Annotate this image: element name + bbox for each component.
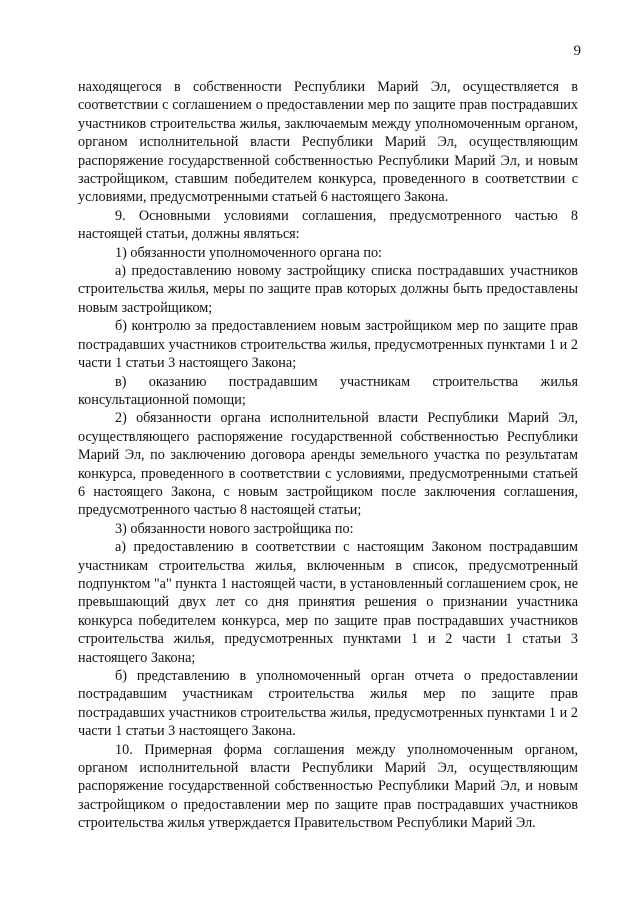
- paragraph-item-9: 9. Основными условиями соглашения, предусмотренного частью 8 настоящей статьи, должны являться:: [78, 207, 578, 243]
- paragraph-subitem-1v: в) оказанию пострадавшим участникам строительства жилья консультационной помощи;: [78, 373, 578, 408]
- paragraph-item-10: 10. Примерная форма соглашения между уполномоченным органом, органом исполнительной власти Республики Марий Эл, осуществляющим распоряжение государственной собственностью Республики Марий Эл, и новым застройщиком о предоставлении мер по защите прав пострадавших участников строительства жилья утверждается Правительством Республики Марий Эл.: [78, 741, 578, 832]
- paragraph-subitem-1b: б) контролю за предоставлением новым застройщиком мер по защите прав пострадавших участников строительства жилья, предусмотренных пунктами 1 и 2 части 1 статьи 3 настоящего Закона;: [78, 318, 578, 372]
- paragraph-subitem-3b: б) представлению в уполномоченный орган отчета о предоставлении пострадавшим участникам строительства жилья мер по защите прав пострадавших участников строительства жилья, предусмотренных пунктами 1 и 2 части 1 статьи 3 настоящего Закона.: [78, 668, 578, 740]
- paragraph-subitem-1a: а) предоставлению новому застройщику списка пострадавших участников строительства жилья, меры по защите прав которых должны быть предоставлены новым застройщиком;: [78, 263, 578, 316]
- paragraph-continuation: находящегося в собственности Республики Марий Эл, осуществляется в соответствии с соглашением о предоставлении мер по защите прав пострадавших участников строительства жилья, заключаемым между уполномоченным органом, органом исполнительной власти Республики Марий Эл, осуществляющим распоряжение государственной собственностью Республики Марий Эл, и новым застройщиком, ставшим победителем конкурса, проведенного в соответствии с условиями, предусмотренными статьей 6 настоящего Закона.: [78, 79, 578, 206]
- document-body: [78, 78, 578, 833]
- paragraph-subitem-3: 3) обязанности нового застройщика по:: [115, 520, 354, 537]
- paragraph-subitem-1: 1) обязанности уполномоченного органа по:: [115, 244, 382, 261]
- page-number: 9: [573, 43, 581, 59]
- paragraph-subitem-3a: а) предоставлению в соответствии с настоящим Законом пострадавшим участникам строительства жилья, включенным в список, предусмотренный подпунктом "а" пункта 1 настоящей части, в установленный соглашением срок, не превышающий двух лет со дня принятия решения о признании участника конкурса победителем конкурса, мер по защите прав пострадавших участников строительства жилья, предусмотренных пунктами 1 и 2 части 1 статьи 3 настоящего Закона;: [78, 539, 578, 666]
- paragraph-subitem-2: 2) обязанности органа исполнительной власти Республики Марий Эл, осуществляющего распоряжение государственной собственностью Республики Марий Эл, по заключению договора аренды земельного участка по результатам конкурса, проведенного в соответствии с условиями, предусмотренными статьей 6 настоящего Закона, с новым застройщиком после заключения соглашения, предусмотренного частью 8 настоящей статьи;: [78, 410, 578, 519]
